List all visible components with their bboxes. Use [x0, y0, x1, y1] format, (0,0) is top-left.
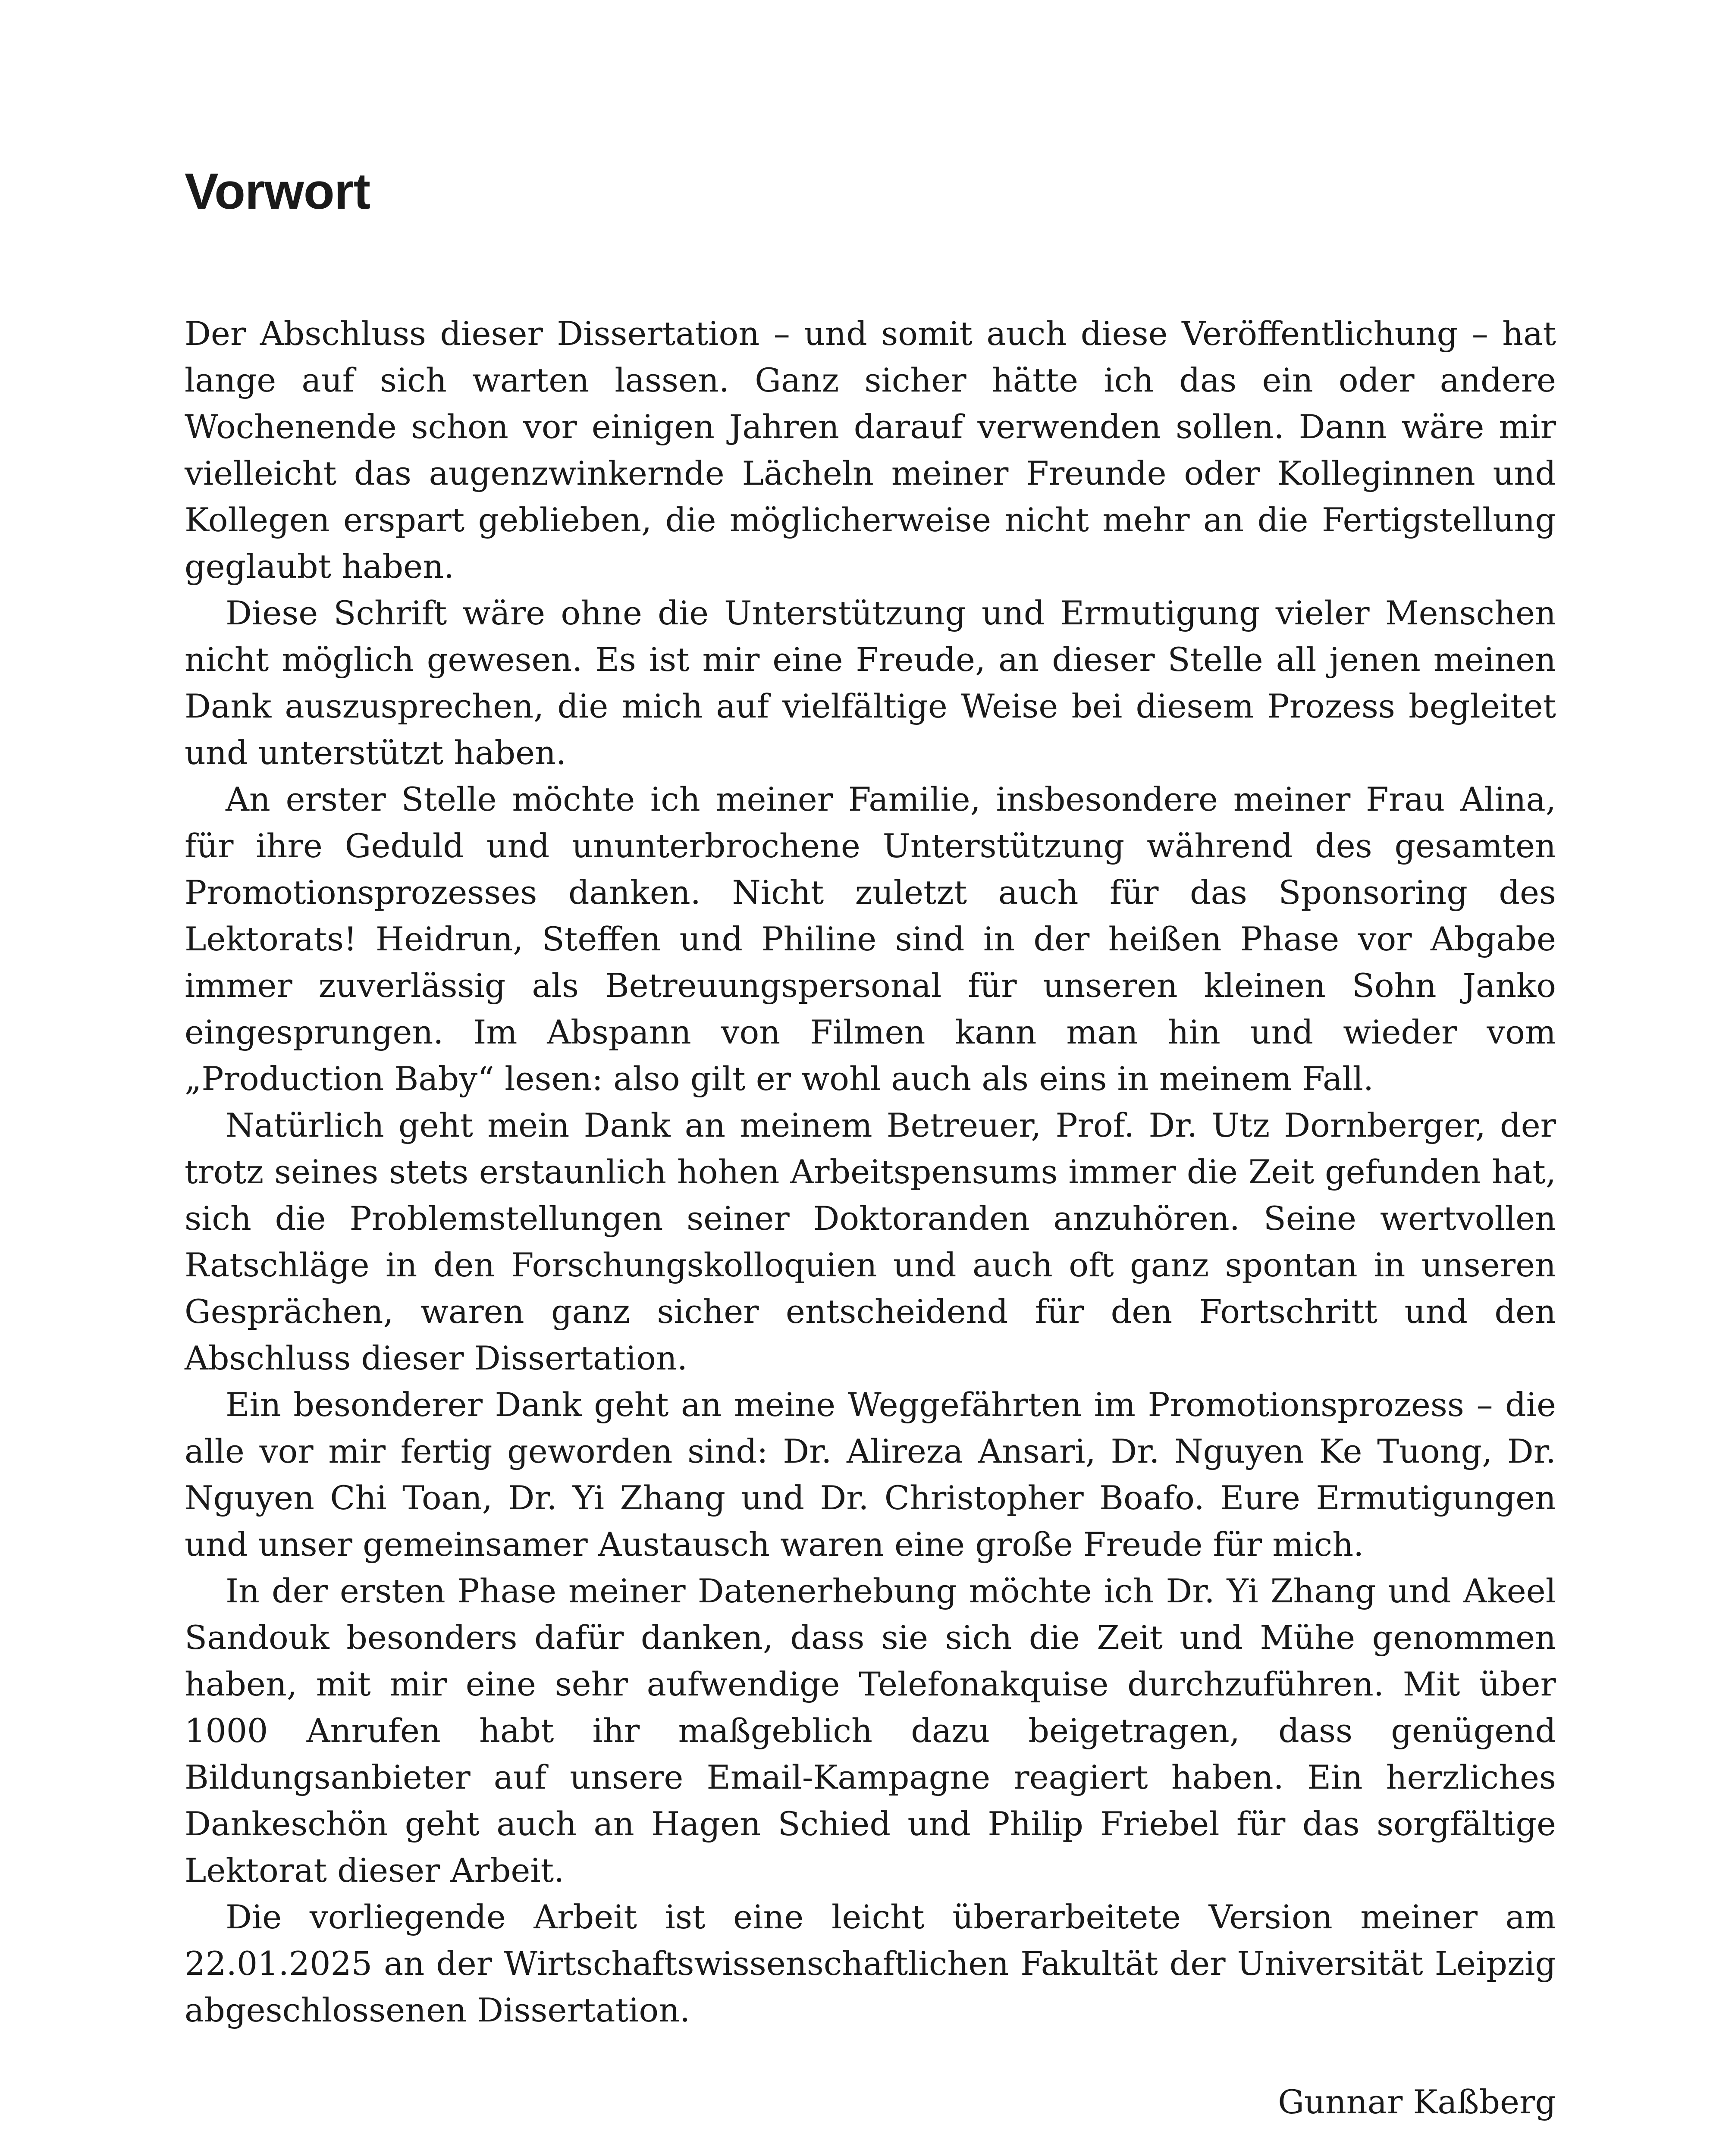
paragraph-1: Der Abschluss dieser Dissertation – und somit auch diese Veröffentlichung – hat lange auf sich warten lassen. Ganz sicher hätte ich das ein oder andere Wochenende schon vor einigen Jahren darauf verwenden sollen. Dann wäre mir vielleicht das augenzwinkernde Lächeln meiner Freunde oder Kolleginnen und Kollegen erspart geblieben, die möglicherweise nicht mehr an die Fertigstellung geglaubt haben.: [185, 314, 1556, 586]
body-text: [185, 310, 1556, 2034]
page-title: Vorwort: [185, 163, 370, 220]
paragraph-2: Diese Schrift wäre ohne die Unterstützung und Ermutigung vieler Menschen nicht möglich gewesen. Es ist mir eine Freude, an dieser Stelle all jenen meinen Dank auszusprechen, die mich auf vielfältige Weise bei diesem Prozess begleitet und unterstützt haben.: [185, 593, 1556, 772]
paragraph-7: Die vorliegende Arbeit ist eine leicht überarbeitete Version meiner am 22.01.2025 an der Wirtschaftswissenschaftlichen Fakultät der Universität Leipzig abgeschlossenen Dissertation.: [185, 1897, 1556, 2029]
paragraph-4: Natürlich geht mein Dank an meinem Betreuer, Prof. Dr. Utz Dornberger, der trotz seines stets erstaunlich hohen Arbeitspensums immer die Zeit gefunden hat, sich die Problemstellungen seiner Doktoranden anzuhören. Seine wertvollen Ratschläge in den Forschungskolloquien und auch oft ganz spontan in unseren Gesprächen, waren ganz sicher entscheidend für den Fortschritt und den Abschluss dieser Dissertation.: [185, 1106, 1556, 1377]
paragraph-3: An erster Stelle möchte ich meiner Familie, insbesondere meiner Frau Alina, für ihre Geduld und ununterbrochene Unterstützung während des gesamten Promotionsprozesses danken. Nicht zuletzt auch für das Sponsoring des Lektorats! Heidrun, Steffen und Philine sind in der heißen Phase vor Abgabe immer zuverlässig als Betreuungspersonal für unseren kleinen Sohn Janko eingesprungen. Im Abspann von Filmen kann man hin und wieder vom „Production Baby“ lesen: also gilt er wohl auch als eins in meinem Fall.: [185, 780, 1556, 1098]
paragraph-6: In der ersten Phase meiner Datenerhebung möchte ich Dr. Yi Zhang und Akeel Sandouk besonders dafür danken, dass sie sich die Zeit und Mühe genommen haben, mit mir eine sehr aufwendige Telefonakquise durchzuführen. Mit über 1000 Anrufen habt ihr maßgeblich dazu beigetragen, dass genügend Bildungsanbieter auf unsere Email-Kampagne reagiert haben. Ein herzliches Dankeschön geht auch an Hagen Schied und Philip Friebel für das sorgfältige Lektorat dieser Arbeit.: [185, 1571, 1556, 1890]
author-signature: Gunnar Kaßberg: [1278, 2082, 1556, 2121]
paragraph-5: Ein besonderer Dank geht an meine Weggefährten im Promotionsprozess – die alle vor mir fertig geworden sind: Dr. Alireza Ansari, Dr. Nguyen Ke Tuong, Dr. Nguyen Chi Toan, Dr. Yi Zhang und Dr. Christopher Boafo. Eure Ermutigungen und unser gemeinsamer Austausch waren eine große Freude für mich.: [185, 1385, 1556, 1564]
document-page: [185, 164, 1556, 2125]
